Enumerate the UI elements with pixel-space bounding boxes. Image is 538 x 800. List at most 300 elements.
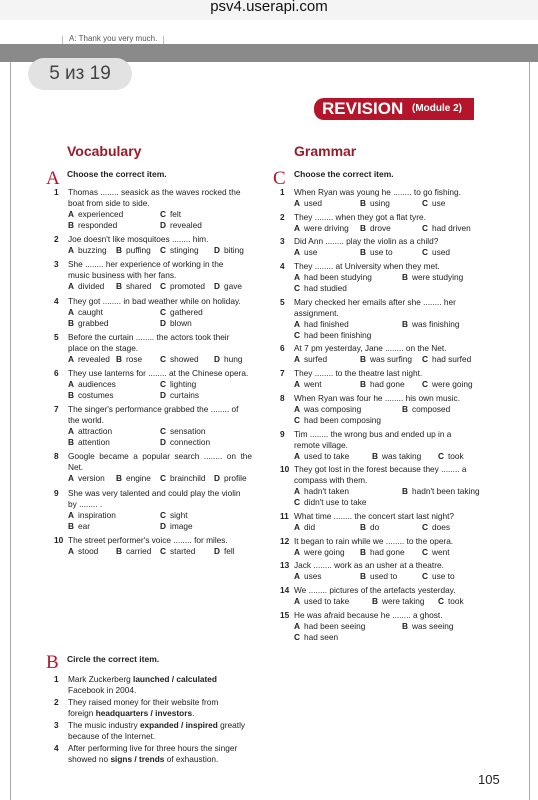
- option-text: using: [370, 198, 390, 208]
- option-letter: B: [360, 354, 366, 365]
- option-text: ear: [78, 520, 90, 531]
- answer-options: [54, 281, 252, 292]
- question-text-content: At 7 pm yesterday, Jane ........ on the Net.: [294, 343, 447, 354]
- answer-option: [160, 521, 193, 532]
- option-text: do: [370, 521, 380, 532]
- answer-options: [54, 245, 252, 256]
- answer-option: [294, 198, 322, 209]
- option-letter: B: [116, 473, 122, 484]
- option-text: rose: [126, 353, 143, 364]
- option-letter: C: [160, 426, 166, 437]
- answer-option: [422, 198, 445, 209]
- circle-item-content: Facebook in 2004.: [68, 685, 137, 695]
- question-text: [54, 198, 252, 209]
- question-text: [54, 404, 252, 415]
- option-text: use to: [370, 247, 393, 258]
- word-choice: expanded / inspired: [139, 720, 218, 730]
- answer-option: [402, 319, 460, 330]
- option-text: had gone: [370, 379, 405, 390]
- question-text-content: Tim ........ the wrong bus and ended up in a: [294, 428, 452, 439]
- answer-option: [68, 473, 105, 484]
- question-number: 8: [280, 392, 285, 403]
- answer-option: [68, 307, 103, 318]
- answer-option: [294, 547, 345, 558]
- question-item: [280, 393, 478, 426]
- option-text: was surfing: [370, 354, 412, 365]
- answer-option: [68, 390, 114, 401]
- question-text-content: When Ryan was young he ........ to go fishing.: [294, 187, 461, 197]
- question-item: [280, 297, 478, 341]
- question-item: [280, 536, 478, 558]
- question-number: 6: [280, 343, 285, 354]
- option-letter: A: [294, 595, 300, 606]
- option-letter: C: [160, 281, 166, 292]
- answer-option: [294, 272, 372, 283]
- option-text: curtains: [170, 389, 200, 400]
- option-letter: C: [422, 354, 428, 365]
- option-text: had finished: [304, 318, 349, 329]
- option-letter: B: [360, 379, 366, 390]
- answer-option: [360, 247, 393, 258]
- question-number: 7: [54, 404, 59, 415]
- question-text: [280, 297, 478, 308]
- answer-options: [54, 426, 252, 448]
- answer-option: [160, 281, 205, 292]
- question-text: [280, 261, 478, 272]
- question-item: [54, 488, 252, 532]
- answer-options: [54, 307, 252, 329]
- question-text-content: assignment.: [294, 307, 339, 318]
- circle-item: [54, 743, 252, 765]
- option-text: showed: [170, 353, 199, 364]
- option-text: does: [432, 521, 450, 532]
- option-letter: A: [68, 473, 74, 484]
- answer-option: [402, 486, 480, 497]
- option-letter: C: [160, 378, 166, 389]
- answer-option: [294, 223, 349, 234]
- option-letter: C: [438, 450, 444, 461]
- question-text-content: It began to rain while we ........ to the opera.: [294, 535, 454, 546]
- option-letter: D: [214, 281, 220, 292]
- answer-option: [160, 209, 181, 220]
- option-text: image: [170, 520, 193, 531]
- option-text: hung: [224, 353, 243, 364]
- option-letter: B: [68, 389, 74, 400]
- answer-option: [294, 497, 366, 508]
- answer-option: [68, 318, 108, 329]
- question-item: [280, 236, 478, 258]
- question-text: [280, 393, 478, 404]
- question-text: [54, 535, 252, 546]
- option-text: had surfed: [432, 354, 472, 365]
- circle-item-content: greatly: [217, 720, 246, 730]
- option-text: attention: [78, 437, 110, 448]
- option-text: buzzing: [78, 245, 107, 256]
- question-number: 5: [280, 296, 285, 307]
- question-number: 4: [54, 295, 59, 306]
- question-number: 5: [54, 331, 59, 342]
- answer-options: [280, 379, 478, 390]
- option-letter: B: [68, 317, 74, 328]
- question-text-content: They ........ to the theatre last night.: [294, 368, 423, 379]
- answer-option: [372, 451, 421, 462]
- circle-item-content: Mark Zuckerberg: [68, 674, 134, 684]
- question-text: [280, 212, 478, 223]
- answer-option: [160, 426, 206, 437]
- answer-option: [402, 272, 463, 283]
- option-letter: C: [160, 509, 166, 520]
- answer-option: [360, 522, 379, 533]
- option-text: engine: [126, 473, 151, 484]
- question-text: [54, 488, 252, 499]
- option-letter: B: [360, 222, 366, 233]
- option-text: used: [432, 247, 450, 258]
- option-text: had gone: [370, 546, 405, 557]
- option-text: biting: [224, 245, 244, 256]
- option-letter: C: [438, 595, 444, 606]
- option-text: brainchild: [170, 473, 206, 484]
- option-text: caught: [78, 306, 103, 317]
- circle-item-text: [54, 754, 252, 765]
- question-text-content: When Ryan was four he ........ his own music.: [294, 392, 461, 403]
- option-text: uses: [304, 571, 322, 582]
- answer-option: [160, 437, 210, 448]
- option-letter: A: [294, 354, 300, 365]
- answer-option: [160, 390, 199, 401]
- answer-option: [160, 546, 195, 557]
- option-text: sensation: [170, 426, 206, 437]
- option-letter: B: [68, 220, 74, 230]
- question-text: [54, 499, 252, 510]
- question-number: 11: [280, 510, 289, 521]
- answer-option: [214, 281, 242, 292]
- question-item: [54, 368, 252, 401]
- question-text: [280, 368, 478, 379]
- question-text-content: music business with her fans.: [68, 270, 177, 281]
- circle-item-text: [54, 720, 252, 731]
- answer-option: [360, 547, 405, 558]
- answer-option: [294, 404, 361, 415]
- answer-option: [422, 547, 450, 558]
- answer-option: [68, 379, 116, 390]
- option-letter: A: [294, 486, 300, 497]
- circle-item-content: foreign: [68, 708, 96, 718]
- option-text: attraction: [78, 426, 113, 437]
- option-text: experienced: [78, 209, 124, 219]
- question-number: 3: [54, 259, 59, 270]
- answer-options: [280, 596, 478, 607]
- option-letter: D: [160, 220, 166, 230]
- question-item: [280, 585, 478, 607]
- answer-option: [160, 220, 202, 231]
- option-letter: A: [68, 245, 74, 256]
- option-text: had been studying: [304, 272, 372, 283]
- answer-option: [68, 245, 107, 256]
- circle-item-content: The music industry: [68, 720, 140, 730]
- question-number: 4: [280, 261, 285, 272]
- option-letter: A: [294, 379, 300, 390]
- question-number: 15: [280, 609, 290, 620]
- option-text: started: [170, 545, 196, 556]
- circle-item-content: They raised money for their website from: [68, 697, 219, 707]
- question-item: [54, 187, 252, 231]
- option-letter: C: [294, 329, 300, 340]
- option-letter: C: [160, 209, 166, 219]
- question-text: [280, 464, 478, 475]
- exercise-letter-a: A: [46, 168, 60, 189]
- circle-item: [54, 674, 252, 696]
- question-text: [54, 343, 252, 354]
- answer-option: [422, 354, 471, 365]
- circle-item: [54, 697, 252, 719]
- option-text: was taking: [382, 450, 422, 461]
- circle-item-text: [54, 731, 252, 742]
- grammar-questions: [280, 187, 478, 645]
- answer-options: [280, 247, 478, 258]
- question-number: 14: [280, 584, 290, 595]
- question-item: [54, 404, 252, 448]
- question-text: [54, 259, 252, 270]
- option-letter: B: [68, 437, 74, 448]
- answer-option: [294, 283, 347, 294]
- question-text-content: They got lost in the forest because they ........ a: [294, 464, 467, 475]
- question-text: [54, 296, 252, 307]
- question-item: [280, 187, 478, 209]
- option-letter: C: [422, 198, 428, 208]
- option-letter: A: [68, 426, 74, 437]
- answer-option: [360, 223, 391, 234]
- option-letter: B: [116, 281, 122, 292]
- answer-option: [294, 596, 349, 607]
- question-number: 9: [54, 487, 59, 498]
- answer-option: [438, 451, 464, 462]
- question-item: [280, 560, 478, 582]
- option-text: took: [448, 450, 464, 461]
- option-letter: C: [160, 545, 166, 556]
- question-text: [54, 368, 252, 379]
- option-text: costumes: [78, 389, 114, 400]
- answer-option: [372, 596, 424, 607]
- vocabulary-heading: Vocabulary: [67, 143, 142, 159]
- question-number: 10: [54, 534, 64, 545]
- option-letter: B: [372, 450, 378, 461]
- option-letter: A: [68, 353, 74, 364]
- option-letter: B: [116, 245, 122, 256]
- exercise-letter-c: C: [273, 168, 286, 189]
- option-text: didn't use to take: [304, 497, 367, 508]
- answer-option: [438, 596, 464, 607]
- question-text-content: She ........ her experience of working in the: [68, 259, 224, 270]
- answer-option: [294, 486, 349, 497]
- circle-item-text: [54, 743, 252, 754]
- circle-item-content: of exhaustion.: [164, 754, 219, 764]
- option-text: audiences: [78, 378, 116, 389]
- option-letter: A: [294, 272, 300, 283]
- option-text: did: [304, 521, 316, 532]
- circle-item-text: [54, 697, 252, 708]
- option-text: had seen: [304, 631, 339, 642]
- question-number: 2: [280, 211, 285, 222]
- question-text-content: She was very talented and could play the violin: [68, 487, 241, 498]
- answer-options: [280, 198, 478, 209]
- question-item: [54, 332, 252, 365]
- option-text: grabbed: [78, 317, 109, 328]
- answer-option: [422, 247, 450, 258]
- option-text: took: [448, 595, 464, 606]
- answer-option: [68, 354, 110, 365]
- answer-options: [54, 510, 252, 532]
- option-letter: B: [402, 620, 408, 631]
- question-number: 1: [280, 187, 285, 197]
- question-text-content: They ........ when they got a flat tyre.: [294, 211, 426, 222]
- option-text: surfed: [304, 354, 328, 365]
- revision-module: (Module 2): [412, 103, 462, 114]
- option-letter: B: [360, 247, 366, 258]
- question-item: [280, 511, 478, 533]
- question-text: [54, 332, 252, 343]
- option-text: promoted: [170, 281, 206, 292]
- answer-option: [402, 621, 454, 632]
- answer-option: [294, 571, 322, 582]
- answer-options: [280, 319, 478, 341]
- previous-page-fragment: [0, 20, 538, 44]
- answer-option: [160, 379, 196, 390]
- answer-option: [160, 318, 192, 329]
- question-text-content: place on the stage.: [68, 342, 139, 353]
- option-text: had been seeing: [304, 620, 366, 631]
- answer-option: [214, 473, 247, 484]
- page-counter-badge: 5 из 19: [28, 58, 132, 90]
- answer-options: [280, 272, 478, 294]
- question-number: 8: [54, 451, 59, 462]
- browser-address-bar[interactable]: [0, 0, 538, 20]
- option-text: had studied: [304, 283, 347, 294]
- question-item: [54, 234, 252, 256]
- option-letter: B: [402, 318, 408, 329]
- question-text: [280, 308, 478, 319]
- answer-option: [68, 546, 98, 557]
- question-text: [54, 234, 252, 245]
- question-text-content: by ........ .: [68, 498, 103, 509]
- question-number: 13: [280, 560, 290, 571]
- answer-option: [214, 245, 244, 256]
- option-letter: C: [422, 546, 428, 557]
- option-text: composed: [412, 403, 451, 414]
- answer-options: [280, 451, 478, 462]
- question-text-content: Did Ann ........ play the violin as a child?: [294, 236, 439, 247]
- question-text-content: What time ........ the concert start last night?: [294, 510, 455, 521]
- option-letter: A: [294, 403, 300, 414]
- option-letter: C: [294, 414, 300, 425]
- circle-item-text: [54, 674, 252, 685]
- option-letter: A: [68, 509, 74, 520]
- question-text: [280, 236, 478, 247]
- answer-options: [54, 209, 252, 231]
- answer-option: [160, 473, 206, 484]
- answer-option: [422, 223, 471, 234]
- answer-options: [54, 473, 252, 484]
- option-text: used to take: [304, 450, 350, 461]
- circle-item-content: After performing live for three hours the singer: [68, 743, 238, 753]
- question-text-content: Thomas ........ seasick as the waves rocked the: [68, 187, 241, 197]
- exercise-letter-b: B: [46, 652, 59, 673]
- answer-option: [294, 621, 365, 632]
- option-letter: A: [294, 620, 300, 631]
- option-letter: A: [68, 306, 74, 317]
- question-number: 1: [54, 187, 59, 197]
- option-text: went: [432, 546, 450, 557]
- answer-option: [402, 404, 450, 415]
- answer-option: [360, 198, 390, 209]
- question-text-content: We ........ pictures of the artefacts yesterday.: [294, 584, 456, 595]
- option-text: used: [304, 198, 322, 208]
- answer-option: [116, 473, 151, 484]
- answer-option: [68, 437, 110, 448]
- option-text: use: [304, 247, 318, 258]
- question-text: [54, 187, 252, 198]
- answer-options: [280, 223, 478, 234]
- option-letter: D: [214, 353, 220, 364]
- option-text: were going: [432, 379, 473, 390]
- question-number: 12: [280, 535, 290, 546]
- answer-option: [116, 245, 151, 256]
- option-letter: A: [68, 281, 74, 292]
- option-letter: C: [422, 222, 428, 233]
- question-text-content: They got ........ in bad weather while on holiday.: [68, 295, 241, 306]
- option-text: gathered: [170, 306, 203, 317]
- option-letter: C: [422, 571, 428, 582]
- question-text-content: The street performer's voice ........ for miles.: [68, 534, 228, 545]
- option-text: had been finishing: [304, 329, 372, 340]
- word-choice: launched / calculated: [133, 674, 217, 684]
- answer-option: [116, 546, 151, 557]
- option-letter: A: [294, 318, 300, 329]
- question-item: [54, 535, 252, 557]
- option-text: were taking: [382, 595, 425, 606]
- option-letter: A: [294, 247, 300, 258]
- answer-option: [422, 571, 455, 582]
- option-letter: B: [116, 353, 122, 364]
- question-text-content: boat from side to side.: [68, 198, 150, 208]
- option-letter: C: [160, 473, 166, 484]
- answer-option: [68, 510, 116, 521]
- question-item: [280, 368, 478, 390]
- answer-option: [294, 451, 349, 462]
- question-text-content: the world.: [68, 415, 104, 426]
- option-text: use to: [432, 571, 455, 582]
- option-letter: C: [422, 521, 428, 532]
- circle-item-content: showed no: [68, 754, 111, 764]
- question-item: [280, 610, 478, 643]
- answer-option: [294, 522, 315, 533]
- answer-option: [360, 571, 397, 582]
- answer-options: [280, 621, 478, 643]
- question-item: [280, 429, 478, 462]
- answer-options: [280, 522, 478, 533]
- question-item: [54, 259, 252, 292]
- option-letter: D: [214, 245, 220, 256]
- option-text: had been composing: [304, 414, 382, 425]
- option-letter: D: [160, 437, 166, 448]
- question-text-content: They use lanterns for ........ at the Chinese opera.: [68, 367, 249, 378]
- answer-options: [54, 546, 252, 557]
- option-text: lighting: [170, 378, 197, 389]
- option-text: hadn't been taking: [412, 486, 480, 497]
- option-letter: C: [160, 245, 166, 256]
- question-text: [280, 585, 478, 596]
- option-text: hadn't taken: [304, 486, 349, 497]
- question-number: 7: [280, 368, 285, 379]
